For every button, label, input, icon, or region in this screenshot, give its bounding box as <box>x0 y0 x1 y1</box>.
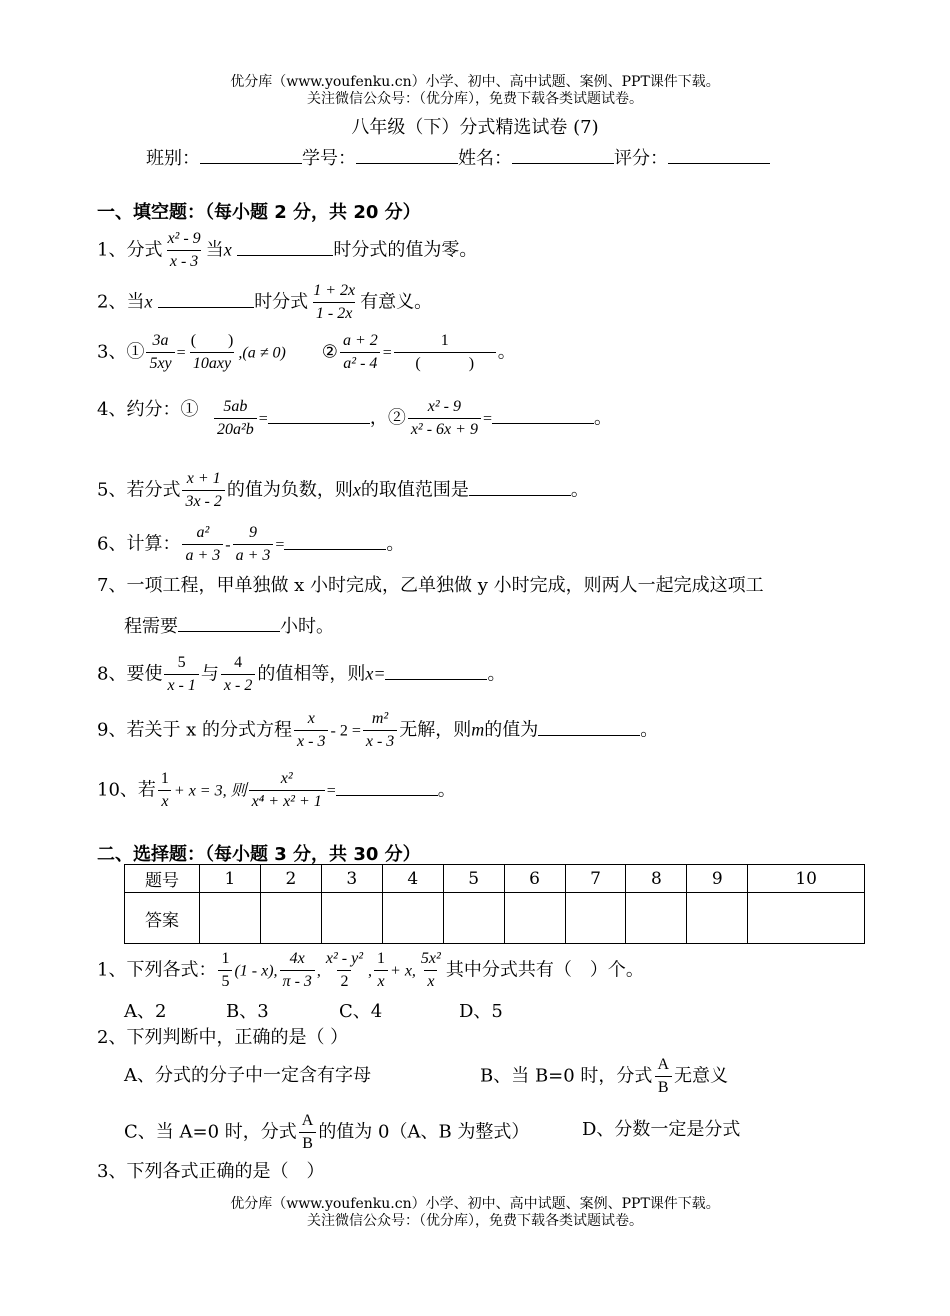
q1-7-blank <box>178 613 280 632</box>
answer-table-number: 7 <box>565 865 626 893</box>
q1-6-f2-num: 9 <box>248 524 257 541</box>
class-blank <box>200 145 302 164</box>
q1-7-suffix: 小时。 <box>280 616 334 637</box>
q1-2-numerator: 1 + 2x <box>313 282 356 299</box>
answer-table-header-row <box>125 865 865 893</box>
q1-1-fraction <box>164 230 203 271</box>
q2-2-b-fraction <box>654 1056 672 1097</box>
q1-8-prefix: 8、要使 <box>97 663 163 685</box>
q1-5-mid: 的值为负数，则 <box>226 479 353 501</box>
name-label: 姓名： <box>458 148 512 169</box>
q1-4-sep: ，② <box>369 407 406 429</box>
q1-9-fraction-2 <box>363 710 397 751</box>
q2-2-option-a: A、分式的分子中一定含有字母 <box>124 1065 371 1086</box>
question-1-7-line-1: 7、一项工程，甲单独做 x 小时完成，乙单独做 y 小时完成，则两人一起完成这项工 <box>97 575 764 596</box>
q1-9-mid2: 的值为 <box>484 719 539 741</box>
answer-cell[interactable] <box>565 893 626 944</box>
q1-8-mid: 与 <box>200 663 219 685</box>
q1-9-f1-den: x - 3 <box>294 730 328 751</box>
question-2-2-stem: 2、下列判断中，正确的是（ ） <box>97 1027 349 1048</box>
q1-10-fraction-2 <box>249 770 325 811</box>
q2-1-expr-1 <box>218 950 232 991</box>
q1-9-op: - 2 = <box>330 722 361 740</box>
q1-2-suffix: 有意义。 <box>360 291 433 313</box>
q1-8-mid2: 的值相等，则 <box>257 663 366 685</box>
q1-10-f1-num: 1 <box>160 770 169 787</box>
q1-2-prefix: 2、当 <box>97 291 145 313</box>
page-title: 八年级（下）分式精选试卷 (7) <box>351 117 599 138</box>
answer-cell[interactable] <box>626 893 687 944</box>
score-blank <box>668 145 770 164</box>
q1-5-suffix: 。 <box>570 479 589 501</box>
answer-table <box>124 864 865 944</box>
answer-cell[interactable] <box>200 893 261 944</box>
q1-10-f2-num: x² <box>280 770 293 787</box>
q2-2-option-d: D、分数一定是分式 <box>582 1119 741 1140</box>
q1-8-f1-den: x - 1 <box>164 674 198 695</box>
q1-5-prefix: 5、若分式 <box>97 479 181 501</box>
question-1-9 <box>97 710 658 751</box>
q2-1-e5-den: x <box>424 970 437 991</box>
q1-9-mid: 无解，则 <box>399 719 472 741</box>
section1-heading: 一、填空题：（每小题 2 分，共 20 分） <box>97 202 421 223</box>
q1-3-fraction-2 <box>188 332 237 373</box>
question-1-7-line-2 <box>124 613 334 639</box>
id-blank <box>356 145 458 164</box>
q2-2-option-c <box>124 1112 529 1153</box>
q1-8-f2-den: x - 2 <box>221 674 255 695</box>
q2-1-expr-4 <box>374 950 388 991</box>
q1-6-f2-den: a + 3 <box>233 544 274 565</box>
q1-6-fraction-2 <box>233 524 274 565</box>
q2-1-expr-2 <box>280 950 315 991</box>
q1-3-f3-num: a + 2 <box>342 332 378 349</box>
q1-3-f4-num: 1 <box>440 332 449 349</box>
q1-2-blank <box>158 289 254 308</box>
question-2-3-stem: 3、下列各式正确的是（ ） <box>97 1161 325 1182</box>
q1-1-numerator: x² - 9 <box>167 230 201 247</box>
q2-1-option-c: C、4 <box>339 1001 383 1022</box>
q1-4-blank-2 <box>492 405 594 424</box>
q1-3-prefix-2: ② <box>321 341 338 363</box>
answer-table-number: 8 <box>626 865 687 893</box>
q2-2-b-num: A <box>657 1056 669 1073</box>
q1-3-f1-den: 5xy <box>146 352 174 373</box>
q1-3-f3-den: a² - 4 <box>340 352 380 373</box>
q2-1-e3-den: 2 <box>337 970 351 991</box>
answer-cell[interactable] <box>748 893 865 944</box>
q2-1-e2-den: π - 3 <box>280 970 315 991</box>
q2-1-option-d: D、5 <box>459 1001 503 1022</box>
q2-1-e1-den: 5 <box>218 970 232 991</box>
q1-9-var: m <box>471 719 485 740</box>
score-label: 评分： <box>614 148 668 169</box>
q2-2-b-prefix: B、当 B=0 时，分式 <box>480 1065 653 1087</box>
answer-table-number: 5 <box>443 865 504 893</box>
q2-2-c-prefix: C、当 A=0 时，分式 <box>124 1121 297 1143</box>
q1-10-fraction-1 <box>158 770 172 811</box>
q1-4-blank-1 <box>268 405 370 424</box>
q2-1-e2-num: 4x <box>289 950 305 967</box>
q1-8-fraction-1 <box>164 654 198 695</box>
q1-4-part-1: $\frac{5ab}{\text{20a²b}}$ = ，② $\frac{\text{x² - 9}}{\text{x² - 6x + 9}}$ = 。 <box>212 398 612 439</box>
q1-2-fraction <box>310 282 358 323</box>
q1-10-f2-den: x⁴ + x² + 1 <box>249 790 325 811</box>
answer-table-number: 6 <box>504 865 565 893</box>
q2-1-e1-post: (1 - x), <box>234 962 278 980</box>
q1-8-blank <box>385 661 487 680</box>
q2-2-c-den: B <box>299 1132 316 1153</box>
q2-1-e1-num: 1 <box>221 950 230 967</box>
q1-4-prefix: 4、约分：① <box>97 399 199 420</box>
q1-8-suffix: 。 <box>487 663 506 685</box>
section2-heading: 二、选择题：（每小题 3 分，共 30 分） <box>97 844 421 865</box>
q1-1-var: x <box>223 239 232 260</box>
q1-3-f4-den: ( ) <box>394 352 496 373</box>
question-2-1: 1、下列各式： $\frac{1}{5}$ (1 - x), $\frac{4x}{\pi - 3}$ , $\frac{\text{x² - y²}}{2}$ , $\frac{1}{x}$ + x, $\frac{\text{5x²}}{x}$ 其中分式共有（ ）个。 <box>97 950 644 990</box>
q2-1-e5-num: 5x² <box>420 950 441 967</box>
student-info-row <box>146 145 770 171</box>
q1-3-f2-den: 10axy <box>190 352 234 373</box>
q1-10-suffix: 。 <box>437 779 456 801</box>
q1-8-fraction-2 <box>221 654 255 695</box>
q2-2-c-fraction <box>299 1112 317 1153</box>
q1-2-var: x <box>144 291 153 312</box>
q1-4-f2-num: x² - 9 <box>427 398 461 415</box>
q2-1-e4-den: x <box>374 970 387 991</box>
question-1-8 <box>97 654 505 695</box>
answer-cell[interactable] <box>260 893 321 944</box>
answer-table-number: 1 <box>200 865 261 893</box>
q1-10-blank <box>336 777 438 796</box>
q1-6-f1-den: a + 3 <box>182 544 223 565</box>
q1-3-fraction-3 <box>340 332 381 373</box>
q1-1-blank <box>237 237 333 256</box>
answer-table-label-number: 题号 <box>125 865 200 893</box>
q1-3-fraction-1 <box>146 332 174 373</box>
q1-5-num: x + 1 <box>186 470 221 487</box>
answer-table-answer-row <box>125 893 865 944</box>
answer-table-number: 10 <box>748 865 865 893</box>
q1-9-suffix: 。 <box>640 719 659 741</box>
q2-1-e4-post: + x, <box>390 962 416 980</box>
q1-4-fraction-2 <box>408 398 481 439</box>
q2-1-prefix: 1、下列各式： <box>97 959 217 981</box>
q1-10-f1-den: x <box>158 790 171 811</box>
question-1-5 <box>97 470 589 511</box>
q1-6-blank <box>284 531 386 550</box>
q1-9-f1-num: x <box>307 710 315 727</box>
q1-3-suffix: 。 <box>497 341 516 363</box>
q1-3-eq: = <box>176 344 186 362</box>
q1-3-condition: ,(a ≠ 0) <box>238 344 286 362</box>
q1-2-mid: 时分式 <box>254 291 309 313</box>
q2-2-b-den: B <box>655 1076 672 1097</box>
q1-9-f2-den: x - 3 <box>363 730 397 751</box>
answer-table-number: 9 <box>687 865 748 893</box>
q1-3-f1-num: 3a <box>152 332 169 349</box>
q1-6-suffix: 。 <box>386 533 405 555</box>
q2-1-expr-3 <box>323 950 366 991</box>
q2-1-suffix: 其中分式共有（ ）个。 <box>445 959 644 981</box>
q1-3-prefix: 3、① <box>97 341 145 363</box>
question-1-6: 6、计算： $\frac{\text{a²}}{a + 3}$ - $\frac{9}{a + 3}$ = 。 <box>97 524 405 564</box>
q1-10-prefix: 10、若 <box>97 779 156 801</box>
q1-8-var: x= <box>365 663 386 684</box>
q2-1-e3-num: x² - y² <box>325 950 364 967</box>
q1-6-op: - <box>225 536 231 554</box>
q1-9-fraction-1 <box>294 710 328 751</box>
question-1-10: 10、若 $\frac{1}{x}$ + x = 3, 则 $\frac{\text{x²}}{\text{x⁴ + x² + 1}}$ = 。 <box>97 770 456 810</box>
q2-1-e4-num: 1 <box>377 950 386 967</box>
question-1-4 <box>97 398 198 422</box>
q1-4-f1-den: 20a²b <box>214 418 257 439</box>
q1-5-var: x <box>352 479 361 500</box>
q1-4-suffix: 。 <box>593 407 612 429</box>
q1-3-fraction-4 <box>394 332 496 373</box>
q2-2-option-b <box>480 1056 728 1097</box>
q2-2-b-suffix: 无意义 <box>674 1065 728 1087</box>
q1-1-mid: 当 <box>205 239 224 261</box>
q1-10-mid: + x = 3, 则 <box>173 782 247 800</box>
answer-table-number: 2 <box>260 865 321 893</box>
answer-cell[interactable] <box>687 893 748 944</box>
footer-line-1: 优分库（www.youfenku.cn）小学、初中、高中试题、案例、PPT课件下载。 <box>230 1196 720 1212</box>
answer-table-label-answer: 答案 <box>125 893 200 944</box>
question-1-3: 3、① $\frac{3a}{5xy}$ = ( ) 10axy ,(a ≠ 0) ② $\frac{a + 2}{\text{a² - 4}}$ = 1 ( ) 。 <box>97 332 516 372</box>
q2-1-option-a: A、2 <box>124 1001 167 1022</box>
answer-cell[interactable] <box>504 893 565 944</box>
q1-6-f1-num: a² <box>196 524 210 541</box>
q1-5-fraction <box>182 470 224 511</box>
id-label: 学号： <box>302 148 356 169</box>
q1-2-denominator: 1 - 2x <box>313 302 355 323</box>
q1-6-prefix: 6、计算： <box>97 533 181 555</box>
q1-9-f2-num: m² <box>371 710 389 727</box>
header-line-1: 优分库（www.youfenku.cn）小学、初中、高中试题、案例、PPT课件下载。 <box>230 74 720 90</box>
q1-5-mid2: 的取值范围是 <box>360 479 469 501</box>
q1-8-f1-num: 5 <box>177 654 186 671</box>
class-label: 班别： <box>146 148 200 169</box>
q1-1-suffix: 时分式的值为零。 <box>333 239 478 261</box>
q1-4-f2-den: x² - 6x + 9 <box>408 418 481 439</box>
q1-5-blank <box>469 477 571 496</box>
q1-5-den: 3x - 2 <box>182 490 224 511</box>
q1-9-prefix: 9、若关于 x 的分式方程 <box>97 719 293 741</box>
footer-line-2: 关注微信公众号：（优分库），免费下载各类试题试卷。 <box>307 1213 643 1229</box>
answer-cell[interactable] <box>443 893 504 944</box>
name-blank <box>512 145 614 164</box>
q1-4-f1-num: 5ab <box>223 398 248 415</box>
q2-1-option-b: B、3 <box>226 1001 269 1022</box>
answer-table-number: 4 <box>382 865 443 893</box>
q1-6-fraction-1 <box>182 524 223 565</box>
answer-cell[interactable] <box>321 893 382 944</box>
q1-1-prefix: 1、分式 <box>97 239 163 261</box>
q1-4-fraction-1 <box>214 398 257 439</box>
q1-7-prefix: 程需要 <box>124 616 178 637</box>
answer-cell[interactable] <box>382 893 443 944</box>
header-line-2: 关注微信公众号：（优分库），免费下载各类试题试卷。 <box>307 91 643 107</box>
q2-2-c-suffix: 的值为 0（A、B 为整式） <box>318 1121 530 1143</box>
q1-1-denominator: x - 3 <box>167 250 201 271</box>
question-1-2 <box>97 282 432 323</box>
q2-1-expr-5 <box>418 950 444 991</box>
q1-8-f2-num: 4 <box>234 654 243 671</box>
q1-3-f2-num: ( ) <box>190 332 234 349</box>
q2-2-c-num: A <box>301 1112 314 1129</box>
answer-table-number: 3 <box>321 865 382 893</box>
q1-9-blank <box>538 717 640 736</box>
question-1-1 <box>97 230 477 271</box>
